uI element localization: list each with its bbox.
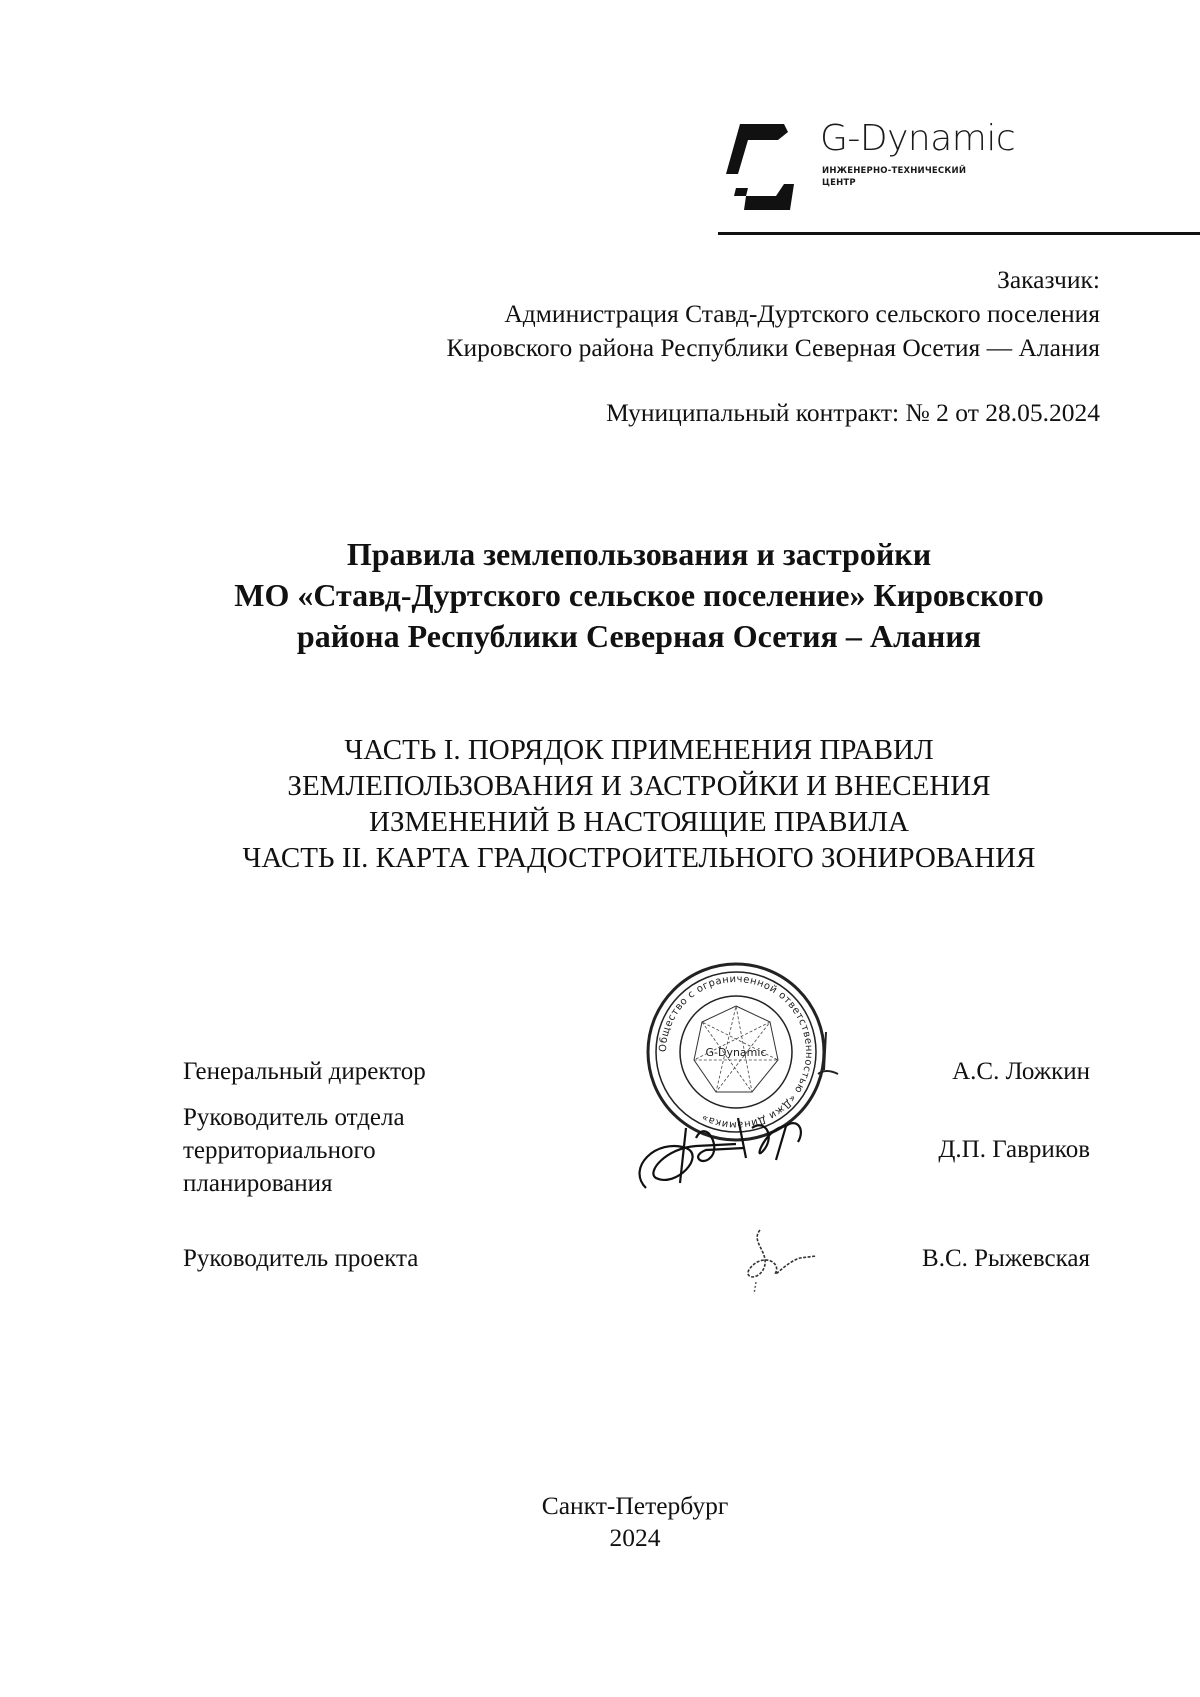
seal-inner-text: G-Dynamic: [705, 1046, 767, 1059]
document-title: [60, 534, 1200, 657]
document-title-line: района Республики Северная Осетия – Алания: [296, 618, 982, 654]
seal-ring-text: Общество с ограниченной ответственностью «Джи Динамика»: [657, 973, 815, 1131]
signatory-name: А.С. Ложкин: [952, 1058, 1090, 1085]
g-dynamic-logo-icon: [718, 118, 798, 210]
signatory-role-line: планирования: [183, 1170, 333, 1197]
footer-city: Санкт-Петербург: [541, 1491, 729, 1520]
signatory-role-line: Руководитель отдела: [183, 1104, 405, 1131]
customer-label: Заказчик:: [997, 265, 1100, 294]
document-title-line: Правила землепользования и застройки: [346, 536, 932, 572]
footer-year: 2024: [609, 1523, 661, 1552]
company-logo: [718, 118, 1018, 210]
signature-ryzhevskaya: [730, 1222, 820, 1298]
signatory-role: [183, 1101, 405, 1200]
logo-subtitle: ЦЕНТР: [822, 178, 856, 188]
document-title-line: МО «Ставд-Дуртского сельское поселение» Кировского: [234, 577, 1044, 613]
part-line: ЗЕМЛЕПОЛЬЗОВАНИЯ И ЗАСТРОЙКИ И ВНЕСЕНИЯ: [287, 770, 991, 802]
part-line: ЧАСТЬ I. ПОРЯДОК ПРИМЕНЕНИЯ ПРАВИЛ: [344, 734, 934, 766]
signatory-name: В.С. Рыжевская: [922, 1245, 1090, 1272]
logo-subtitle: ИНЖЕНЕРНО-ТЕХНИЧЕСКИЙ: [822, 166, 967, 176]
part-line: ИЗМЕНЕНИЙ В НАСТОЯЩИЕ ПРАВИЛА: [369, 806, 909, 838]
footer: [0, 1490, 1200, 1554]
signatory-role-line: территориального: [183, 1137, 376, 1164]
customer-name: Администрация Ставд-Дуртского сельского поселения: [504, 299, 1100, 328]
header-divider: [718, 232, 1200, 235]
customer-name: Кировского района Республики Северная Осетия — Алания: [446, 333, 1100, 362]
signature-mark: [810, 1030, 840, 1080]
contract-number: Муниципальный контракт: № 2 от 28.05.2024: [606, 398, 1100, 427]
signatory-role: Руководитель проекта: [183, 1245, 419, 1272]
document-parts: [60, 732, 1200, 876]
part-line: ЧАСТЬ II. КАРТА ГРАДОСТРОИТЕЛЬНОГО ЗОНИРОВАНИЯ: [242, 842, 1036, 874]
signatory-role: Генеральный директор: [183, 1058, 426, 1085]
logo-name: G-Dynamic: [820, 118, 1016, 159]
signatory-name: Д.П. Гавриков: [938, 1136, 1090, 1163]
signature-gavrikov: [626, 1108, 816, 1198]
